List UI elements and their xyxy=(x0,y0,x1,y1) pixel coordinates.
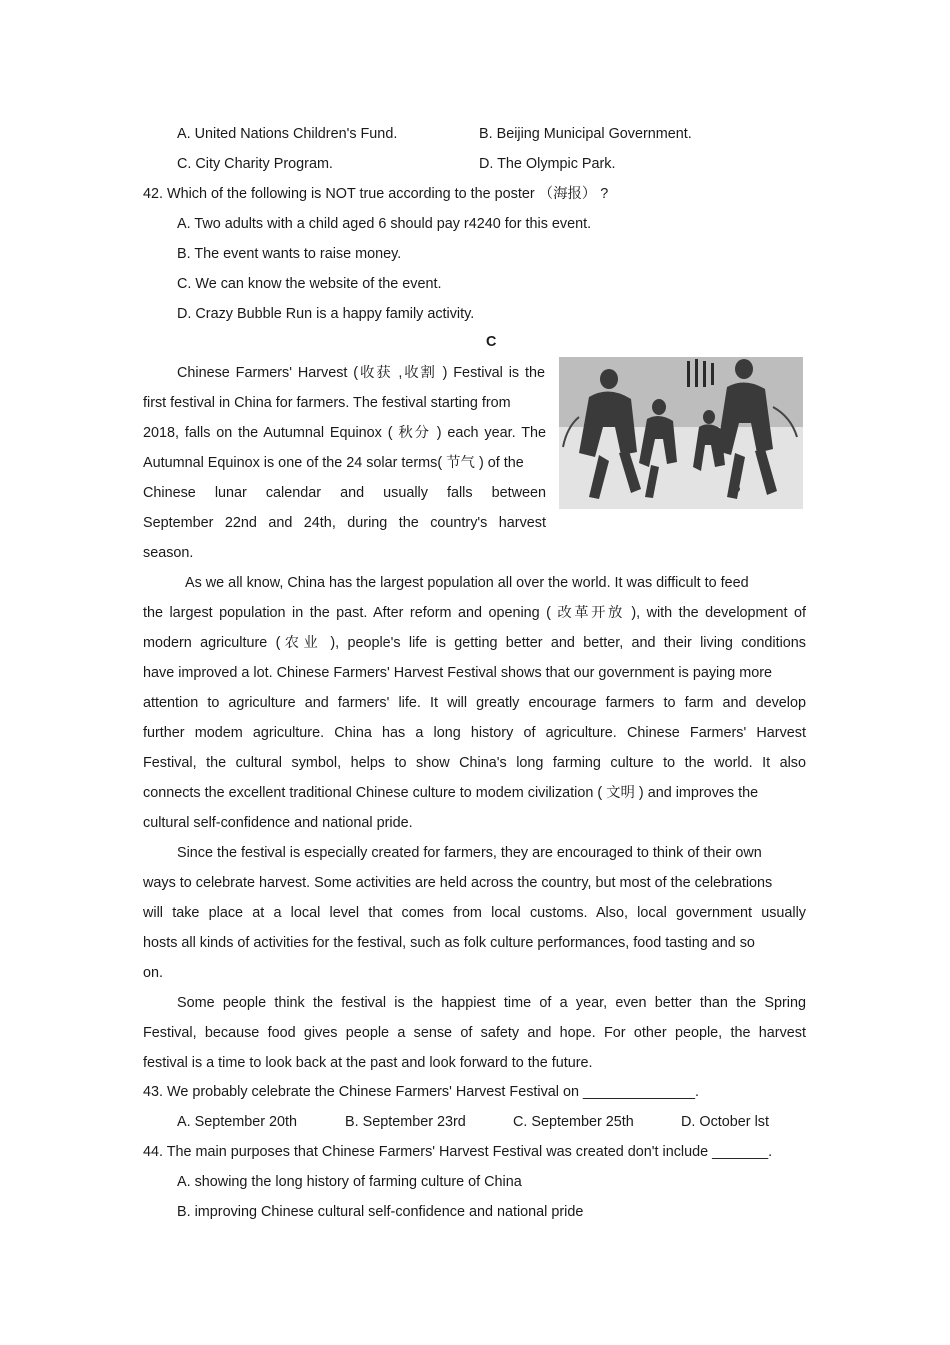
para3-line: will take place at a local level that comes from local customs. Also, local government usually xyxy=(143,905,806,921)
para2-line: connects the excellent traditional Chinese culture to modem civilization ( 文明 ) and improves the xyxy=(143,785,759,801)
q42-option-a: A. Two adults with a child aged 6 should pay r4240 for this event. xyxy=(177,216,592,232)
q44-option-b: B. improving Chinese cultural self-confidence and national pride xyxy=(177,1204,584,1220)
section-title: C xyxy=(486,334,497,350)
q41-option-b: B. Beijing Municipal Government. xyxy=(479,126,692,142)
para3-line: Since the festival is especially created for farmers, they are encouraged to think of their own xyxy=(177,845,762,861)
para2-line: modern agriculture (农业 ), people's life is getting better and better, and their living conditions xyxy=(143,635,806,651)
q43-stem: 43. We probably celebrate the Chinese Farmers' Harvest Festival on ______________. xyxy=(143,1084,700,1100)
q43-option-b: B. September 23rd xyxy=(345,1114,466,1130)
para4-line: Some people think the festival is the happiest time of a year, even better than the Spring xyxy=(177,995,806,1011)
q41-option-c: C. City Charity Program. xyxy=(177,156,333,172)
q42-option-d: D. Crazy Bubble Run is a happy family activity. xyxy=(177,306,475,322)
para1-line: Chinese lunar calendar and usually falls between xyxy=(143,485,546,501)
para1-line: September 22nd and 24th, during the country's harvest xyxy=(143,515,546,531)
q43-option-d: D. October lst xyxy=(681,1114,769,1130)
para3-line: hosts all kinds of activities for the festival, such as folk culture performances, food tasting and so xyxy=(143,935,755,951)
para1-line: first festival in China for farmers. The festival starting from xyxy=(143,395,511,411)
para2-line: further modem agriculture. China has a long history of agriculture. Chinese Farmers' Harvest xyxy=(143,725,806,741)
para4-line: Festival, because food gives people a sense of safety and hope. For other people, the harvest xyxy=(143,1025,806,1041)
para2-line: As we all know, China has the largest population all over the world. It was difficult to feed xyxy=(185,575,749,591)
q42-option-c: C. We can know the website of the event. xyxy=(177,276,442,292)
para1-line: 2018, falls on the Autumnal Equinox ( 秋分 ) each year. The xyxy=(143,425,546,441)
q43-option-c: C. September 25th xyxy=(513,1114,634,1130)
para2-line: cultural self-confidence and national pride. xyxy=(143,815,413,831)
q42-stem: 42. Which of the following is NOT true according to the poster （海报） ? xyxy=(143,186,609,202)
para1-line: Chinese Farmers' Harvest (收获 ,收割 ) Festival is the xyxy=(177,365,545,381)
q42-option-b: B. The event wants to raise money. xyxy=(177,246,402,262)
para2-line: the largest population in the past. After reform and opening ( 改革开放 ), with the development of xyxy=(143,605,806,621)
para1-line: Autumnal Equinox is one of the 24 solar terms( 节气 ) of the xyxy=(143,455,524,471)
para2-line: Festival, the cultural symbol, helps to show China's long farming culture to the world. It also xyxy=(143,755,806,771)
q44-stem: 44. The main purposes that Chinese Farmers' Harvest Festival was created don't include _______. xyxy=(143,1144,773,1160)
folk-dance-photo xyxy=(559,357,803,509)
para4-line: festival is a time to look back at the past and look forward to the future. xyxy=(143,1055,593,1071)
para3-line: ways to celebrate harvest. Some activities are held across the country, but most of the celebrations xyxy=(143,875,773,891)
q43-option-a: A. September 20th xyxy=(177,1114,297,1130)
q41-option-d: D. The Olympic Park. xyxy=(479,156,616,172)
q44-option-a: A. showing the long history of farming culture of China xyxy=(177,1174,522,1190)
para2-line: have improved a lot. Chinese Farmers' Harvest Festival shows that our government is paying more xyxy=(143,665,773,681)
para1-line: season. xyxy=(143,545,194,561)
para3-line: on. xyxy=(143,965,164,981)
para2-line: attention to agriculture and farmers' life. It will greatly encourage farmers to farm and develop xyxy=(143,695,806,711)
q41-option-a: A. United Nations Children's Fund. xyxy=(177,126,398,142)
